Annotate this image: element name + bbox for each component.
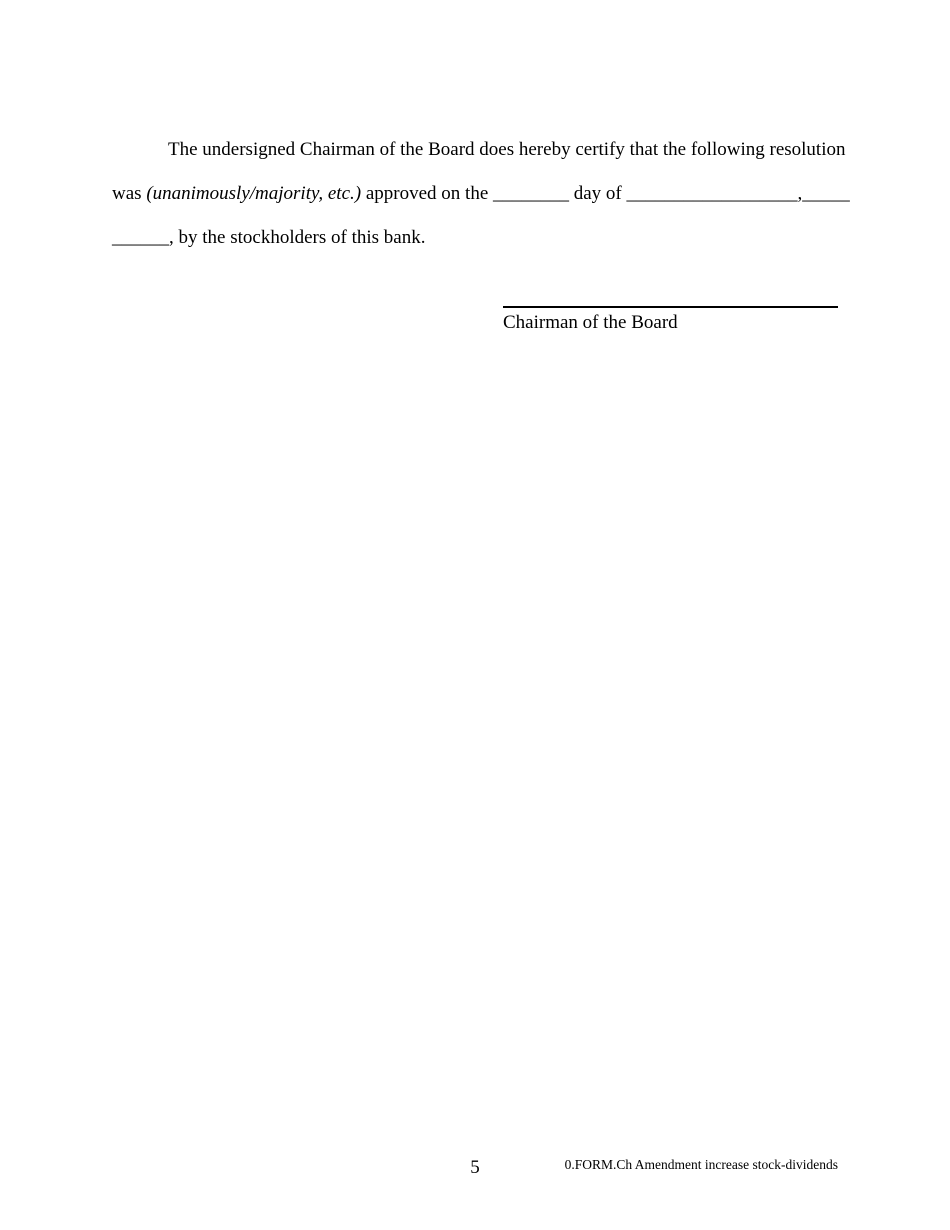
paragraph-line-1 xyxy=(112,128,846,172)
signature-block xyxy=(503,306,838,336)
signature-label: Chairman of the Board xyxy=(503,312,678,333)
signature-line xyxy=(503,306,838,308)
year-blank-start: _____ xyxy=(802,183,850,204)
paragraph-line-2-prefix: was xyxy=(112,183,142,204)
paragraph-line-2-main xyxy=(112,172,802,216)
paragraph-line-1-text: The undersigned Chairman of the Board does hereby certify that the following resolution xyxy=(168,139,846,160)
page-number: 5 xyxy=(470,1157,480,1178)
approval-date-blanks: approved on the ________ day of __________________, xyxy=(365,183,803,204)
voting-type-placeholder: (unanimously/majority, etc.) xyxy=(146,183,362,204)
certification-paragraph xyxy=(112,128,850,260)
paragraph-line-2 xyxy=(112,172,850,216)
footer-document-name: 0.FORM.Ch Amendment increase stock-dividends xyxy=(564,1157,838,1172)
paragraph-line-3: ______, by the stockholders of this bank. xyxy=(112,227,426,248)
